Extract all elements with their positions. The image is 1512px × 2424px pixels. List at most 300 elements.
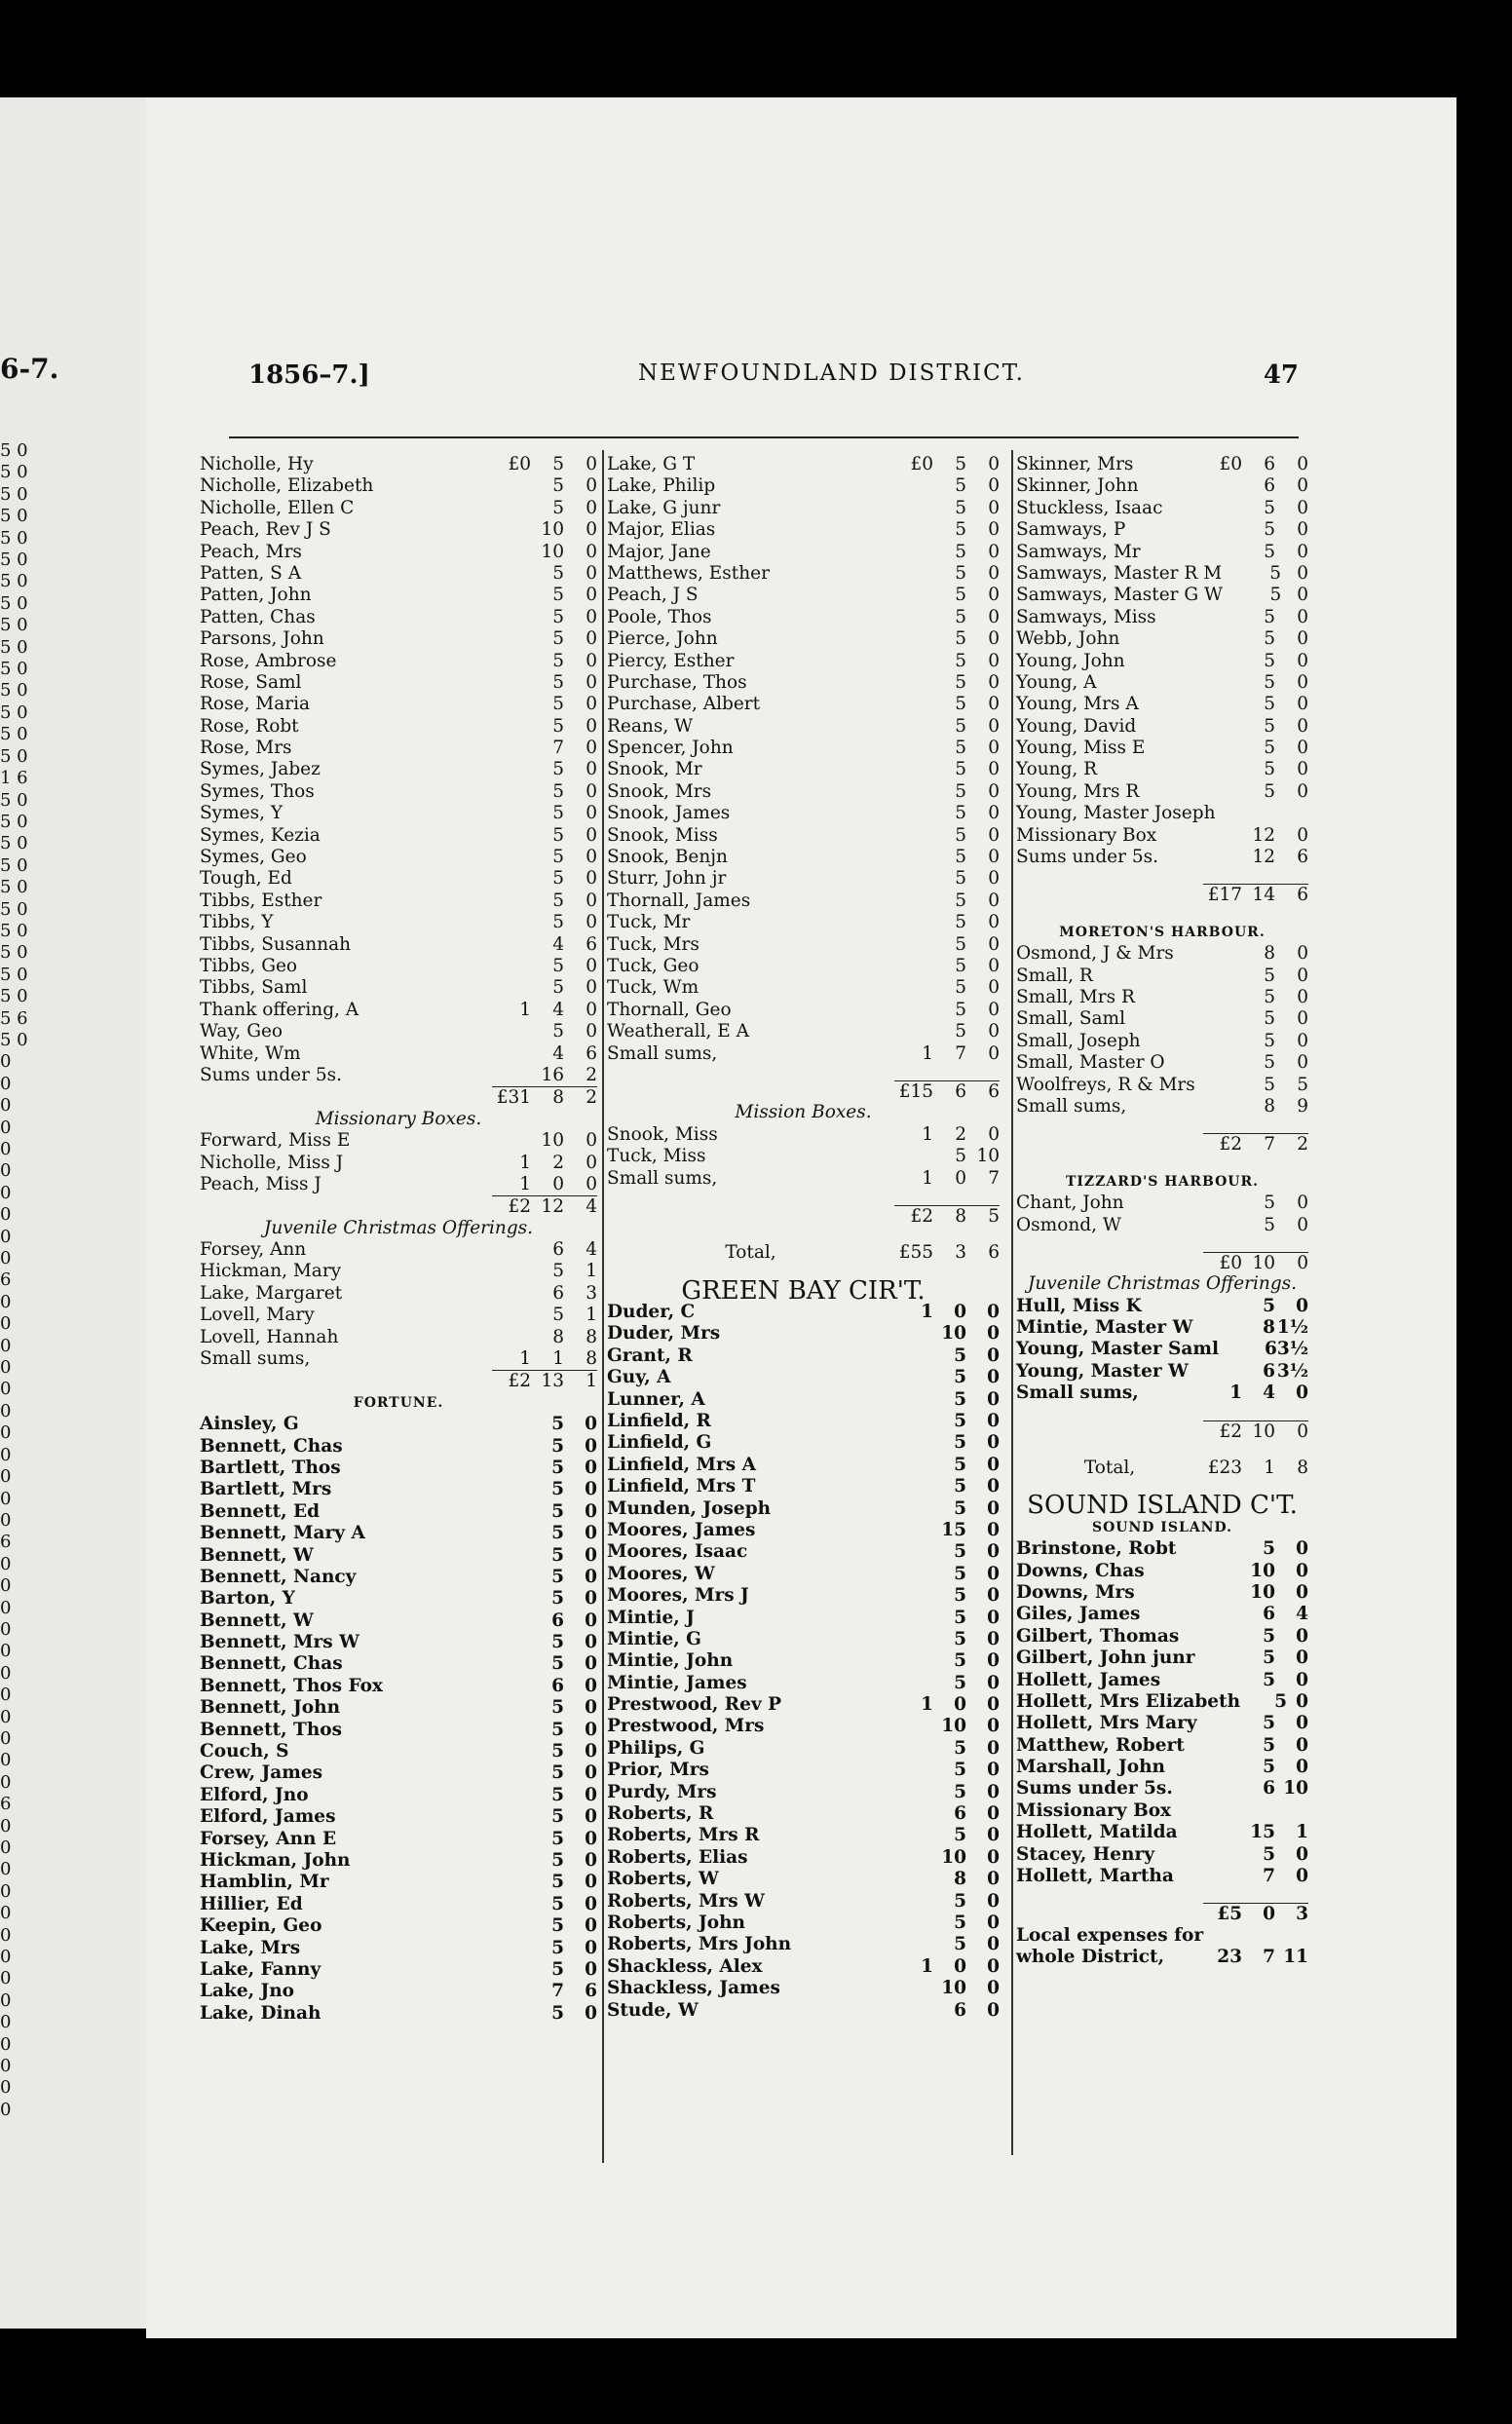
- entry-name: Patten, John: [200, 585, 312, 606]
- adjacent-page-number: 5 0: [0, 833, 28, 854]
- ledger-row: [200, 2003, 597, 2025]
- amount-shillings: 5: [955, 738, 966, 759]
- amount-shillings: 14: [1242, 884, 1275, 905]
- amount-pounds: [1203, 1193, 1242, 1214]
- amount-pence: 0: [987, 1913, 1000, 1933]
- amount-pence: 0: [1297, 759, 1308, 780]
- amount-pence: 0: [1296, 1625, 1308, 1647]
- ledger-row: [1016, 1236, 1308, 1252]
- amount-shillings: 5: [1263, 1734, 1275, 1756]
- ledger-row: [607, 498, 1000, 519]
- amount-pence: 0: [1296, 1866, 1308, 1887]
- ledger-row: [607, 1323, 1000, 1345]
- entry-name: Elford, Jno: [200, 1784, 309, 1805]
- amount-pounds: [894, 1585, 933, 1607]
- amount-pence: 0: [1296, 1734, 1308, 1756]
- adjacent-page-number: 5 0: [0, 854, 28, 876]
- amount-shillings: 7: [1263, 1866, 1275, 1887]
- amount-pounds: [1203, 694, 1242, 715]
- ledger-row: [607, 825, 1000, 847]
- amount-pounds: [492, 1588, 531, 1610]
- entry-name: Lovell, Mary: [200, 1305, 315, 1326]
- amount-pence: 0: [988, 562, 1000, 584]
- amount-pounds: 1: [921, 1302, 933, 1323]
- entry-name: [1016, 906, 1203, 922]
- amount-pence: 4: [564, 1195, 597, 1217]
- amount-pounds: [894, 956, 933, 977]
- amount-shillings: 5: [551, 1784, 564, 1805]
- amount-pence: 0: [586, 650, 597, 671]
- adjacent-page-number: 0: [0, 1073, 12, 1094]
- amount-pence: 0: [987, 1825, 1000, 1846]
- amount-pounds: [1203, 1713, 1242, 1734]
- amount-pounds: [492, 1653, 531, 1675]
- amount-pounds: [1203, 542, 1242, 563]
- ledger-row: [200, 738, 597, 759]
- amount-shillings: 0: [954, 1955, 966, 1977]
- amount-pence: 0: [988, 541, 1000, 562]
- amount-shillings: 5: [551, 1915, 564, 1937]
- entry-name: Bennett, Thos: [200, 1719, 343, 1740]
- ledger-row: [200, 519, 597, 541]
- amount-pounds: [492, 1981, 531, 2002]
- amount-pounds: [492, 1501, 531, 1523]
- entry-name: Stacey, Henry: [1016, 1843, 1154, 1865]
- amount-shillings: 5: [552, 912, 564, 933]
- ledger-column-3: [1016, 454, 1308, 1969]
- ledger-row: [607, 868, 1000, 890]
- amount-pence: 0: [987, 1563, 1000, 1584]
- adjacent-page-number: 0: [0, 1139, 12, 1159]
- amount-pounds: [1203, 1778, 1242, 1799]
- amount-pence: 0: [1297, 562, 1308, 584]
- amount-pence: 0: [586, 890, 597, 911]
- amount-pounds: [1203, 1442, 1242, 1458]
- entry-name: Snook, Miss: [607, 824, 718, 846]
- ledger-row: [200, 1479, 597, 1500]
- amount-pence: 0: [586, 562, 597, 584]
- entry-name: Prestwood, Rev P: [607, 1694, 782, 1716]
- amount-pence: 0: [585, 1893, 597, 1914]
- entry-name: Samways, P: [1016, 519, 1126, 541]
- amount-pounds: [894, 1629, 933, 1650]
- total-row: [1016, 1133, 1308, 1155]
- amount-pence: 0: [1297, 715, 1308, 737]
- amount-shillings: 5: [551, 1632, 564, 1653]
- entry-name: Hickman, John: [200, 1850, 351, 1871]
- adjacent-page-number: 0: [0, 1160, 12, 1182]
- ledger-row: [607, 1389, 1000, 1411]
- amount-pence: 0: [987, 1781, 1000, 1802]
- amount-pence: 0: [586, 977, 597, 999]
- amount-pounds: [894, 1673, 933, 1694]
- amount-pence: 0: [987, 1585, 1000, 1607]
- amount-pence: 0: [988, 715, 1000, 737]
- amount-pounds: [492, 890, 531, 912]
- amount-shillings: 7: [955, 1042, 966, 1064]
- ledger-row: [1016, 1887, 1308, 1903]
- ledger-row: [1016, 628, 1308, 650]
- amount-pounds: [894, 1021, 933, 1042]
- entry-name: Young, R: [1016, 759, 1098, 780]
- adjacent-page-number: 0: [0, 1226, 12, 1247]
- ledger-row: [200, 1567, 597, 1588]
- ledger-row: [200, 1153, 597, 1174]
- ledger-row: [607, 1455, 1000, 1476]
- adjacent-page-number: 5 0: [0, 701, 28, 723]
- section-heading: [1016, 1171, 1308, 1193]
- amount-shillings: 2: [552, 1152, 564, 1173]
- entry-name: Downs, Chas: [1016, 1560, 1145, 1581]
- amount-shillings: 12: [531, 1195, 564, 1217]
- entry-name: Nicholle, Miss J: [200, 1152, 344, 1173]
- amount-shillings: 5: [1264, 1008, 1275, 1030]
- amount-shillings: 10: [941, 1323, 966, 1345]
- entry-name: Major, Jane: [607, 541, 711, 562]
- ledger-row: [200, 1676, 597, 1697]
- amount-pence: 0: [1297, 1008, 1308, 1030]
- amount-shillings: 8: [954, 1869, 966, 1890]
- adjacent-page-number: 1 6: [0, 768, 28, 789]
- amount-shillings: 5: [955, 803, 966, 824]
- amount-pence: [966, 1190, 1000, 1205]
- entry-name: Lake, Margaret: [200, 1282, 343, 1304]
- page-number: 47: [1263, 360, 1299, 390]
- amount-pence: 6: [1275, 884, 1308, 905]
- ledger-row: [200, 1588, 597, 1610]
- amount-pounds: [492, 628, 531, 650]
- amount-pounds: 1: [1229, 1382, 1242, 1404]
- entry-name: Bennett, Mrs W: [200, 1632, 359, 1653]
- entry-name: Pierce, John: [607, 628, 718, 650]
- amount-pence: 0: [988, 454, 1000, 474]
- amount-pounds: [1203, 1670, 1242, 1691]
- amount-pounds: [492, 694, 531, 715]
- amount-pounds: [894, 847, 933, 868]
- ledger-row: [200, 1436, 597, 1458]
- entry-name: Snook, Mr: [607, 759, 702, 780]
- ledger-row: [607, 651, 1000, 672]
- amount-shillings: 1: [1264, 1458, 1275, 1479]
- entry-name: Shackless, Alex: [607, 1955, 763, 1977]
- amount-pence: 0: [585, 1653, 597, 1675]
- entry-name: [200, 1370, 492, 1391]
- amount-pence: 0: [1296, 1843, 1308, 1865]
- amount-pounds: [1203, 1117, 1242, 1133]
- ledger-row: [200, 628, 597, 650]
- amount-shillings: 5: [551, 1850, 564, 1871]
- amount-pence: 6: [1297, 847, 1308, 868]
- amount-shillings: 5: [955, 955, 966, 976]
- entry-name: [607, 1065, 894, 1080]
- amount-shillings: [1242, 1800, 1275, 1822]
- amount-shillings: 5: [955, 454, 966, 474]
- adjacent-page-number: 0: [0, 2099, 12, 2120]
- entry-name: Sums under 5s.: [200, 1064, 342, 1085]
- amount-pounds: [492, 607, 531, 628]
- amount-shillings: 5: [552, 694, 564, 715]
- ledger-row: [607, 1345, 1000, 1367]
- total-row: [1016, 1458, 1308, 1479]
- total-row: [607, 1205, 1000, 1227]
- amount-pounds: [492, 1741, 531, 1762]
- entry-name: Rose, Mrs: [200, 738, 292, 759]
- amount-pounds: [492, 1283, 531, 1305]
- adjacent-page-number: 0: [0, 1204, 12, 1226]
- entry-name: Lovell, Hannah: [200, 1326, 339, 1347]
- entry-name: Parsons, John: [200, 628, 324, 650]
- entry-name: Small sums,: [607, 1167, 718, 1189]
- entry-name: Samways, Master R M: [1016, 562, 1223, 584]
- amount-shillings: [1242, 1405, 1275, 1420]
- amount-pence: 3½: [1276, 1339, 1308, 1360]
- entry-name: Hollett, Mrs Elizabeth: [1016, 1690, 1241, 1712]
- ledger-row: [1016, 1031, 1308, 1052]
- amount-shillings: 2: [955, 1123, 966, 1145]
- subheading: [200, 1109, 597, 1130]
- amount-pence: 1: [586, 1261, 597, 1282]
- amount-pence: 9: [1297, 1095, 1308, 1117]
- ledger-row: [200, 1829, 597, 1850]
- adjacent-page-number: 5 0: [0, 942, 28, 964]
- entry-name: Stuckless, Isaac: [1016, 497, 1163, 518]
- entry-name: [607, 1190, 894, 1205]
- amount-shillings: 5: [552, 847, 564, 868]
- amount-pence: 0: [586, 868, 597, 890]
- amount-shillings: 5: [955, 868, 966, 890]
- ledger-row: [607, 1541, 1000, 1563]
- entry-name: Total,: [725, 1242, 776, 1264]
- ledger-row: [607, 1913, 1000, 1934]
- amount-pounds: [492, 847, 531, 868]
- entry-name: Hollett, Mrs Mary: [1016, 1713, 1197, 1734]
- amount-pounds: [1240, 1691, 1266, 1713]
- ledger-row: [1016, 1648, 1308, 1669]
- ledger-row: [607, 1934, 1000, 1955]
- adjacent-page-number: 5 0: [0, 549, 28, 571]
- adjacent-page-number: 0: [0, 1466, 12, 1488]
- amount-pence: 0: [1297, 738, 1308, 759]
- amount-pence: 0: [585, 1915, 597, 1937]
- entry-name: [200, 1086, 492, 1108]
- ledger-row: [607, 977, 1000, 999]
- amount-shillings: 5: [954, 1650, 966, 1672]
- amount-shillings: 5: [552, 890, 564, 911]
- amount-pounds: [1203, 651, 1242, 672]
- amount-pence: 0: [987, 1411, 1000, 1432]
- amount-pounds: £0: [508, 454, 531, 474]
- amount-pence: 0: [1297, 1052, 1308, 1074]
- amount-shillings: 5: [552, 606, 564, 627]
- adjacent-page-number: 5 0: [0, 877, 28, 898]
- ledger-row: [1016, 1361, 1308, 1382]
- amount-pounds: [894, 1650, 933, 1672]
- section-heading: [1016, 1517, 1308, 1538]
- amount-pounds: [894, 1847, 933, 1869]
- adjacent-page-number: 0: [0, 1989, 12, 2011]
- ledger-row: [1016, 1866, 1308, 1887]
- amount-pence: 0: [987, 1978, 1000, 1999]
- amount-pounds: [1203, 1887, 1242, 1903]
- amount-pence: 0: [987, 1367, 1000, 1388]
- amount-pounds: [894, 1367, 933, 1388]
- amount-shillings: 5: [552, 454, 564, 474]
- amount-pence: 0: [988, 847, 1000, 868]
- entry-name: Moores, Mrs J: [607, 1585, 749, 1607]
- entry-name: Juvenile Christmas Offerings.: [1027, 1273, 1298, 1295]
- adjacent-page-number: 0: [0, 1509, 12, 1531]
- ledger-row: [607, 803, 1000, 824]
- ledger-row: [200, 716, 597, 738]
- amount-pence: 0: [585, 1610, 597, 1631]
- entry-name: Bartlett, Thos: [200, 1457, 341, 1478]
- amount-pounds: £2: [492, 1195, 531, 1217]
- amount-pounds: [1203, 906, 1242, 922]
- amount-pounds: £15: [894, 1080, 933, 1102]
- amount-shillings: 5: [1264, 650, 1275, 671]
- ledger-row: [1016, 966, 1308, 987]
- ledger-row: [607, 1585, 1000, 1607]
- amount-pounds: [894, 1455, 933, 1476]
- amount-pence: 0: [987, 1890, 1000, 1912]
- entry-name: Brinstone, Robt: [1016, 1538, 1177, 1560]
- amount-pounds: £2: [492, 1370, 531, 1391]
- ledger-row: [1016, 1193, 1308, 1214]
- amount-pounds: [1203, 1317, 1242, 1339]
- entry-name: Linfield, G: [607, 1432, 712, 1454]
- amount-pence: 0: [1296, 1581, 1308, 1603]
- amount-pence: 0: [585, 1544, 597, 1566]
- entry-name: Crew, James: [200, 1762, 323, 1784]
- amount-pounds: [1203, 672, 1242, 694]
- amount-shillings: 5: [552, 977, 564, 999]
- ledger-row: [607, 1000, 1000, 1021]
- entry-name: TIZZARD'S HARBOUR.: [1065, 1173, 1260, 1190]
- ledger-row: [607, 1673, 1000, 1694]
- entry-name: Moores, Isaac: [607, 1541, 748, 1563]
- ledger-row: [200, 956, 597, 977]
- amount-pence: 6: [586, 933, 597, 955]
- ledger-row: [607, 934, 1000, 956]
- adjacent-page-number: 0: [0, 1685, 12, 1706]
- entry-name: Philips, G: [607, 1737, 705, 1759]
- amount-pence: 0: [586, 999, 597, 1020]
- amount-pounds: [894, 1738, 933, 1760]
- entry-name: Snook, Miss: [607, 1123, 718, 1145]
- entry-name: Lake, G T: [607, 454, 696, 474]
- amount-shillings: 5: [955, 475, 966, 497]
- ledger-row: [200, 1610, 597, 1632]
- amount-shillings: 5: [955, 1146, 966, 1167]
- amount-pounds: £2: [894, 1205, 933, 1227]
- adjacent-page-number: 0: [0, 1750, 12, 1771]
- amount-pounds: [1203, 1866, 1242, 1887]
- amount-pence: 0: [586, 1130, 597, 1152]
- amount-pence: 6: [585, 1981, 597, 2002]
- ledger-row: [200, 1915, 597, 1937]
- amount-shillings: 6: [551, 1610, 564, 1631]
- ledger-row: [200, 1239, 597, 1261]
- amount-shillings: [1242, 906, 1275, 922]
- ledger-row: [607, 1760, 1000, 1781]
- amount-pence: 0: [585, 1457, 597, 1478]
- adjacent-page-number: 5 0: [0, 440, 28, 461]
- total-row: [200, 1370, 597, 1391]
- amount-pence: 11: [1283, 1947, 1308, 1968]
- amount-shillings: 5: [954, 1628, 966, 1649]
- amount-pence: 0: [585, 1523, 597, 1544]
- amount-shillings: 5: [552, 585, 564, 606]
- amount-pence: 0: [987, 1955, 1000, 1977]
- amount-shillings: 15: [941, 1519, 966, 1540]
- amount-pence: 0: [585, 1806, 597, 1828]
- amount-shillings: 8: [1263, 1317, 1275, 1339]
- amount-shillings: 5: [552, 1021, 564, 1042]
- adjacent-page-number: 0: [0, 1771, 12, 1793]
- entry-name: Sums under 5s.: [1016, 847, 1158, 868]
- amount-pounds: [894, 1323, 933, 1345]
- amount-shillings: 5: [552, 628, 564, 650]
- amount-pence: [1275, 906, 1308, 922]
- amount-pence: 0: [1296, 1757, 1308, 1778]
- ledger-row: [1016, 672, 1308, 694]
- amount-pence: 0: [987, 1476, 1000, 1497]
- adjacent-page-number: 5 0: [0, 571, 28, 592]
- ledger-row: [607, 1476, 1000, 1497]
- ledger-row: [1016, 847, 1308, 868]
- adjacent-page-number: 5 0: [0, 659, 28, 680]
- amount-pounds: [1203, 943, 1242, 965]
- amount-pence: 0: [586, 1021, 597, 1042]
- entry-name: Duder, Mrs: [607, 1323, 721, 1345]
- amount-shillings: 5: [551, 1414, 564, 1435]
- amount-pounds: [894, 519, 933, 541]
- amount-shillings: 10: [941, 1716, 966, 1737]
- amount-pence: 0: [988, 999, 1000, 1020]
- amount-pounds: [894, 977, 933, 999]
- amount-pounds: [492, 1414, 531, 1435]
- amount-pounds: [894, 912, 933, 933]
- ledger-row: [1016, 563, 1308, 585]
- amount-shillings: 5: [1263, 1648, 1275, 1669]
- entry-name: Small sums,: [200, 1348, 311, 1370]
- amount-shillings: 5: [954, 1476, 966, 1497]
- entry-name: Peach, J S: [607, 585, 699, 606]
- amount-shillings: 5: [1264, 628, 1275, 650]
- ledger-row: [607, 1956, 1000, 1978]
- amount-shillings: 6: [1264, 475, 1275, 497]
- entry-name: Young, Miss E: [1016, 738, 1146, 759]
- amount-pounds: 1: [922, 1042, 933, 1064]
- amount-pence: 0: [1275, 1252, 1308, 1273]
- entry-name: Matthew, Robert: [1016, 1734, 1185, 1756]
- adjacent-page-number: 6: [0, 1269, 12, 1291]
- amount-pence: 0: [585, 1958, 597, 1980]
- entry-name: Weatherall, E A: [607, 1021, 749, 1042]
- amount-pounds: £2: [1203, 1420, 1242, 1442]
- entry-name: Chant, John: [1016, 1193, 1124, 1214]
- amount-pounds: [492, 498, 531, 519]
- amount-shillings: 5: [955, 606, 966, 627]
- entry-name: Linfield, Mrs T: [607, 1476, 756, 1497]
- entry-name: Mintie, John: [607, 1650, 734, 1672]
- amount-pence: 0: [987, 1694, 1000, 1716]
- amount-pounds: [492, 672, 531, 694]
- amount-shillings: 5: [551, 1719, 564, 1740]
- ledger-row: [607, 1694, 1000, 1716]
- amount-pence: 0: [586, 671, 597, 693]
- amount-pence: 0: [585, 1632, 597, 1653]
